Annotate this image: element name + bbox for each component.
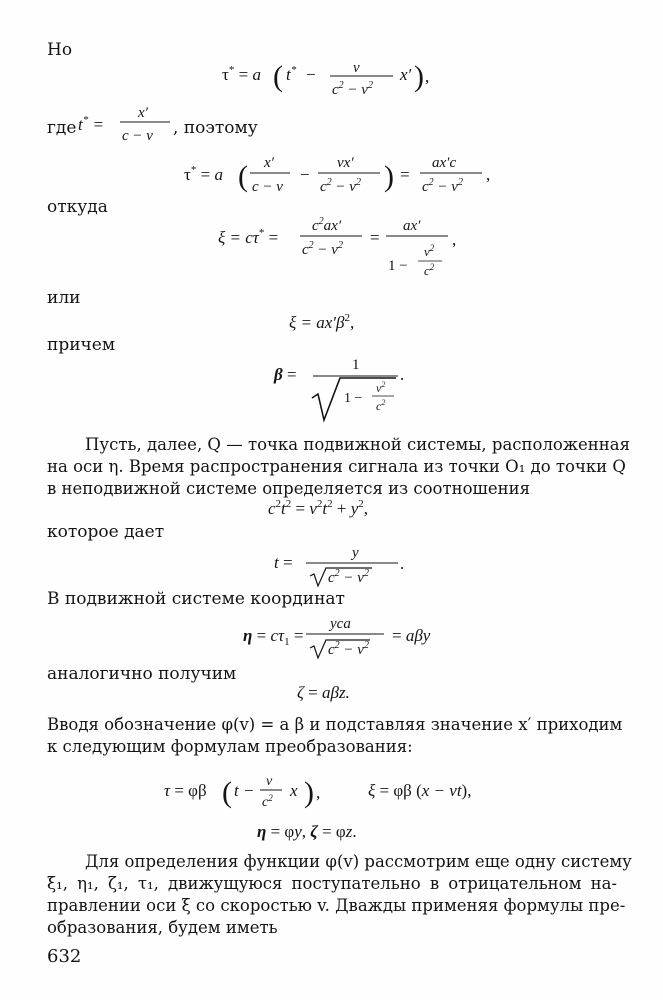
paragraph-1 — [47, 434, 631, 500]
word-prichem: причем — [47, 335, 116, 355]
svg-text:,: , — [452, 230, 457, 249]
equation-7 — [268, 498, 368, 518]
svg-text:t −: t − — [234, 781, 255, 800]
svg-text:c − v: c − v — [252, 179, 283, 195]
svg-text:vx′: vx′ — [337, 155, 354, 171]
svg-text:x′: x′ — [400, 65, 412, 84]
svg-text:η = φy, ζ = φz.: η = φy, ζ = φz. — [257, 822, 357, 841]
svg-text:c2ax′: $c^2ax'$ — [312, 216, 342, 234]
word-analogichno: аналогично получим — [47, 664, 237, 684]
svg-text:=: = — [370, 228, 380, 247]
svg-text:c2: $c^2$ — [424, 262, 435, 278]
svg-text:ζ = aβz.: ζ = aβz. — [297, 683, 350, 702]
word-ili: или — [47, 288, 81, 308]
svg-text:x′: x′ — [138, 105, 148, 121]
paragraph-1-line-1: Пусть, далее, Q — точка подвижной системы, расположенная — [85, 435, 631, 454]
svg-text:v: v — [353, 60, 360, 76]
equation-4 — [218, 216, 456, 278]
svg-text:v: v — [266, 774, 273, 789]
svg-text:−: − — [306, 65, 316, 84]
svg-text:(: ( — [222, 776, 232, 809]
paragraph-2-line-1: Вводя обозначение φ(v) = a β и подставляя значение x′ приходим — [47, 715, 623, 734]
svg-text:β =: β = — [274, 365, 297, 384]
word-v-podvizhnoy: В подвижной системе координат — [47, 589, 345, 609]
svg-text:η = cτ1 =: $\eta = c\tau_1$ = — [243, 626, 304, 648]
svg-text:c2 − v2: $c^2 - v^2$ — [320, 177, 361, 195]
svg-text:ξ = cτ* =: ξ = cτ* = — [218, 227, 279, 247]
word-no: Но — [47, 40, 73, 60]
svg-text:t* =: t* = — [78, 114, 104, 134]
svg-text:): ) — [414, 60, 424, 93]
svg-text:τ* = a: τ* = a — [222, 64, 261, 84]
svg-text:(: ( — [273, 60, 283, 93]
paragraph-3-line-2: ξ₁, η₁, ζ₁, τ₁, движущуюся поступательно в отрицательном на- — [47, 874, 617, 893]
svg-text:yca: yca — [330, 616, 351, 632]
svg-text:c2 − v2: $c^2 - v^2$ — [422, 177, 463, 195]
svg-text:y: y — [352, 545, 359, 561]
word-otkuda: откуда — [47, 197, 108, 217]
svg-text:= aβy: = aβy — [392, 626, 431, 645]
svg-text:t =: t = — [274, 553, 293, 572]
word-gde: где — [47, 118, 77, 138]
svg-text:(: ( — [238, 160, 248, 193]
equation-12 — [257, 822, 357, 841]
paragraph-3 — [47, 851, 632, 939]
equation-11 — [164, 774, 471, 810]
svg-text:v2: $v^2$ — [376, 380, 386, 395]
equation-8 — [274, 545, 404, 586]
svg-text:c2: $c^2$ — [262, 793, 273, 810]
svg-text:c2t2 = v2t2 + y2,: $c^2t^2 = v^2t^2 + y^2$, — [268, 498, 369, 518]
svg-text:.: . — [400, 365, 405, 384]
equation-9 — [243, 616, 431, 658]
svg-text:τ = φβ: τ = φβ — [164, 781, 207, 800]
equation-6 — [273, 357, 404, 420]
svg-text:c2 − v2: $c^2 - v^2$ — [328, 640, 369, 658]
equation-3 — [184, 155, 490, 195]
paragraph-1-line-2: на оси η. Время распространения сигнала из точки O₁ до точки Q — [47, 457, 626, 476]
svg-text:ξ = ax′β2,: $\xi = ax'\beta^2$, — [289, 312, 355, 332]
svg-text:x: x — [290, 781, 298, 800]
svg-text:−: − — [300, 165, 310, 184]
word-poetomu: , поэтому — [173, 118, 258, 138]
svg-text:.: . — [400, 554, 405, 573]
svg-text:c2 − v2: $c^2 - v^2$ — [302, 240, 343, 258]
paragraph-1-line-3: в неподвижной системе определяется из соотношения — [47, 479, 531, 498]
svg-text:ax′c: ax′c — [432, 155, 457, 171]
svg-text:x′: x′ — [264, 155, 274, 171]
equation-10 — [297, 683, 350, 702]
paragraph-3-line-3: правлении оси ξ со скоростью v. Дважды применяя формулы пре- — [47, 896, 626, 915]
svg-text:τ* = a: τ* = a — [184, 164, 223, 184]
svg-text:c2 − v2: $c^2 - v^2$ — [332, 80, 373, 98]
svg-text:ξ = φβ (x − vt),: ξ = φβ (x − vt), — [368, 781, 472, 800]
page-number: 632 — [47, 946, 82, 967]
equation-5 — [289, 312, 354, 332]
word-kotoroe-daet: которое дает — [47, 522, 165, 542]
svg-text:v2: $v^2$ — [424, 243, 435, 259]
svg-text:c − v: c − v — [122, 128, 153, 144]
svg-text:1 −: 1 − — [344, 391, 363, 406]
svg-text:): ) — [384, 160, 394, 193]
svg-text:1 −: 1 − — [388, 258, 408, 274]
svg-text:c2 − v2: $c^2 - v^2$ — [328, 568, 369, 586]
equation-2 — [78, 105, 170, 144]
paragraph-3-line-1: Для определения функции φ(v) рассмотрим еще одну систему — [85, 852, 632, 871]
svg-text:t*: t* — [286, 64, 297, 84]
svg-text:1: 1 — [352, 357, 360, 373]
paragraph-2 — [47, 714, 623, 758]
svg-text:c2: $c^2$ — [376, 398, 386, 413]
svg-text:,: , — [486, 165, 491, 184]
svg-text:=: = — [400, 165, 410, 184]
svg-text:,: , — [316, 783, 321, 802]
equation-1 — [222, 60, 429, 98]
svg-text:ax′: ax′ — [403, 218, 421, 234]
paragraph-2-line-2: к следующим формулам преобразования: — [47, 737, 413, 756]
svg-text:): ) — [304, 776, 314, 809]
paragraph-3-line-4: образования, будем иметь — [47, 918, 278, 937]
svg-text:,: , — [425, 67, 430, 86]
